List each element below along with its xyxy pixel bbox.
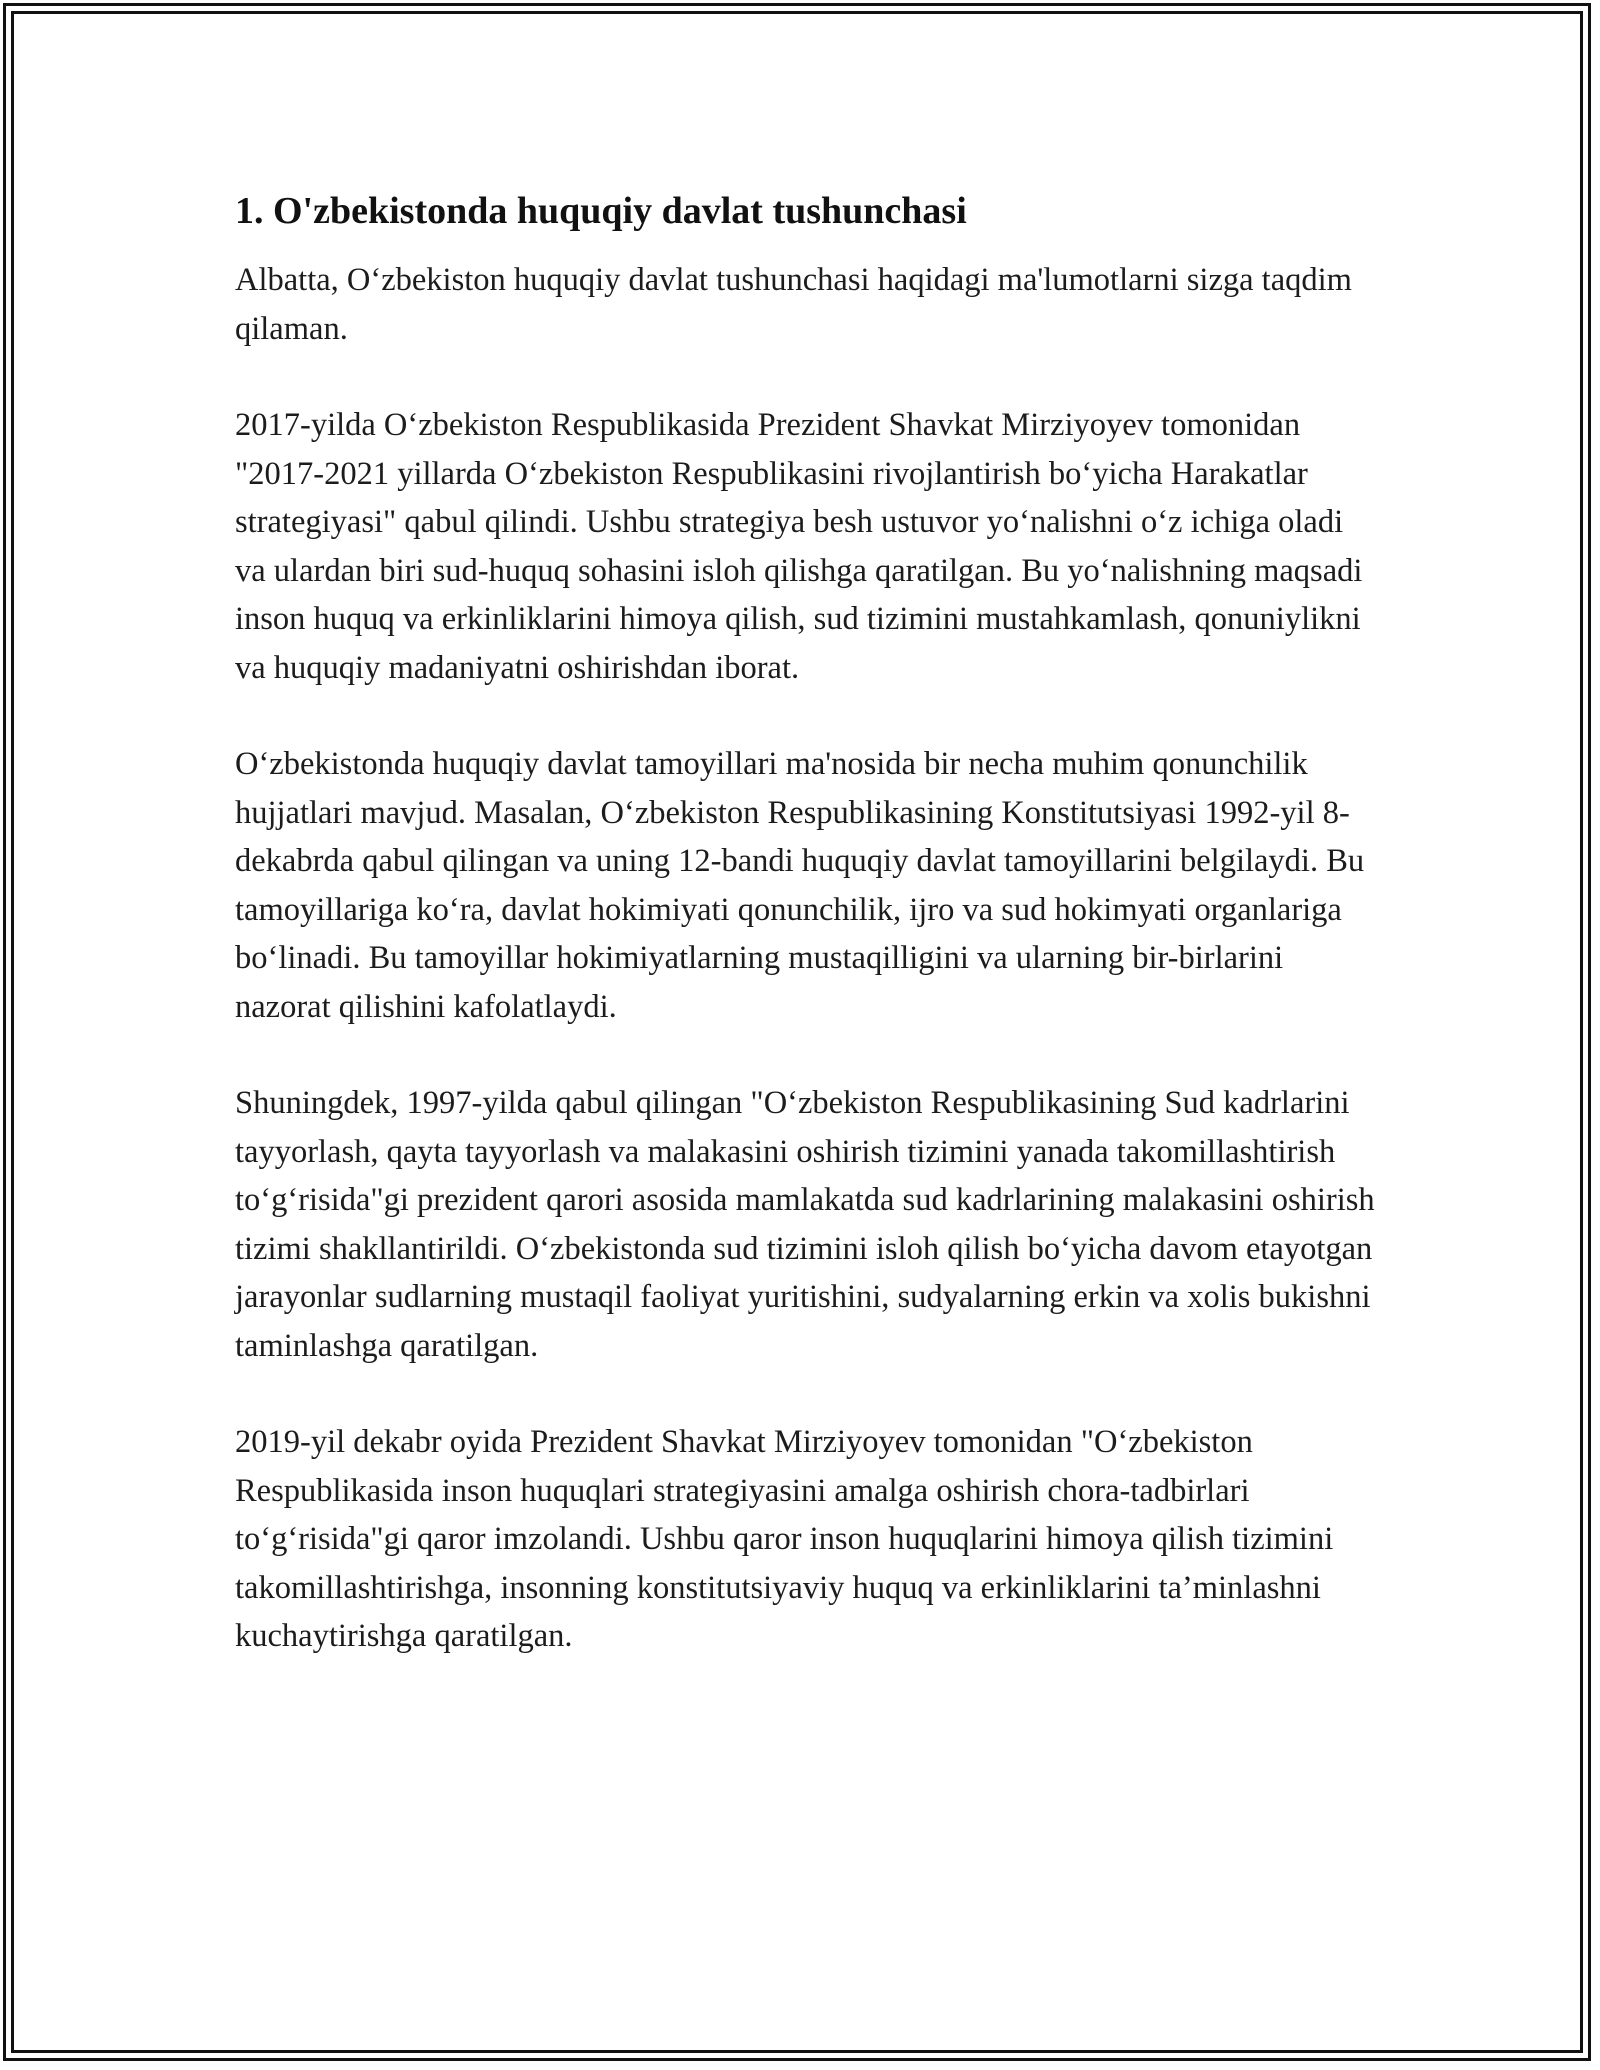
page-title: 1. O'zbekistonda huquqiy davlat tushunchasi xyxy=(235,190,967,232)
paragraph-intro: Albatta, O‘zbekiston huquqiy davlat tushunchasi haqidagi ma'lumotlarni sizga taqdim qilaman. xyxy=(235,262,1352,347)
document-body xyxy=(235,186,1375,1709)
paragraph-human-rights-2019: 2019-yil dekabr oyida Prezident Shavkat Mirziyoyev tomonidan "O‘zbekiston Respublikasida inson huquqlari strategiyasini amalga oshirish chora-tadbirlari to‘g‘risida"gi qaror imzolandi. Ushbu qaror inson huquqlarini himoya qilish tizimini takomillashtirishga, insonning konstitutsiyaviy huquq va erkinliklarini ta’minlashni kuchaytirishga qaratilgan. xyxy=(235,1424,1334,1654)
paragraph-judicial-cadres: Shuningdek, 1997-yilda qabul qilingan "O‘zbekiston Respublikasining Sud kadrlarini tayyorlash, qayta tayyorlash va malakasini oshirish tizimini yanada takomillashtirish to‘g‘risida"gi prezident qarori asosida mamlakatda sud kadrlarining malakasini oshirish tizimi shakllantirildi. O‘zbekistonda sud tizimini isloh qilish bo‘yicha davom etayotgan jarayonlar sudlarning mustaqil faoliyat yuritishini, sudyalarning erkin va xolis bukishni taminlashga qaratilgan. xyxy=(235,1085,1375,1364)
paragraph-strategy-2017: 2017-yilda O‘zbekiston Respublikasida Prezident Shavkat Mirziyoyev tomonidan "2017-2021 yillarda O‘zbekiston Respublikasini rivojlantirish bo‘yicha Harakatlar strategiyasi" qabul qilindi. Ushbu strategiya besh ustuvor yo‘nalishni o‘z ichiga oladi va ulardan biri sud-huquq sohasini isloh qilishga qaratilgan. Bu yo‘nalishning maqsadi inson huquq va erkinliklarini himoya qilish, sud tizimini mustahkamlash, qonuniylikni va huquqiy madaniyatni oshirishdan iborat. xyxy=(235,407,1363,686)
paragraph-constitution: O‘zbekistonda huquqiy davlat tamoyillari ma'nosida bir necha muhim qonunchilik hujjatlari mavjud. Masalan, O‘zbekiston Respublikasining Konstitutsiyasi 1992-yil 8-dekabrda qabul qilingan va uning 12-bandi huquqiy davlat tamoyillarini belgilaydi. Bu tamoyillariga ko‘ra, davlat hokimiyati qonunchilik, ijro va sud hokimyati organlariga bo‘linadi. Bu tamoyillar hokimiyatlarning mustaqilligini va ularning bir-birlarini nazorat qilishini kafolatlaydi. xyxy=(235,746,1365,1025)
